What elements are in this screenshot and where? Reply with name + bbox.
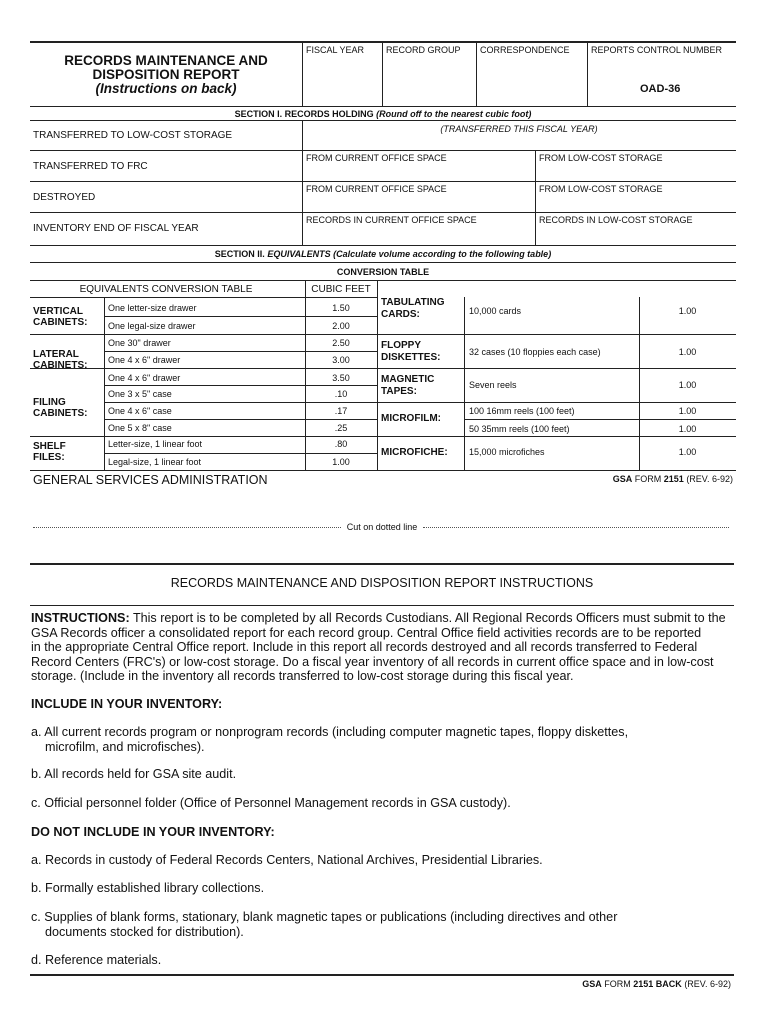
group-floppy-diskettes — [381, 340, 440, 364]
section2-title-prefix: SECTION II. — [214, 249, 265, 259]
form-title-line1: RECORDS MAINTENANCE AND — [64, 53, 268, 68]
correspondence-field[interactable]: CORRESPONDENCE — [480, 45, 570, 55]
include-item-b: b. All records held for GSA site audit. — [31, 767, 237, 781]
conversion-item: One 5 x 8" case — [108, 423, 172, 433]
exclude-c-line: c. Supplies of blank forms, stationary, blank magnetic tapes or publications (including directives and other — [31, 910, 618, 924]
row-transferred-low-cost: TRANSFERRED TO LOW-COST STORAGE — [33, 130, 233, 141]
section2-title-suffix: EQUIVALENTS (Calculate volume according to the following table) — [267, 249, 552, 259]
conversion-item: One legal-size drawer — [108, 321, 196, 331]
conversion-value: 1.00 — [678, 447, 697, 457]
intro-line: in the appropriate Central Office report. Include in this report all records destroyed and all records transferred to Federal — [31, 640, 698, 654]
conversion-item: Seven reels — [469, 380, 517, 390]
row-destroyed: DESTROYED — [33, 192, 96, 203]
instructions-intro — [31, 611, 741, 684]
conversion-value: 1.00 — [678, 406, 697, 416]
group-label: SHELF — [33, 441, 66, 452]
agency-name: GENERAL SERVICES ADMINISTRATION — [33, 473, 268, 487]
intro-text: This report is to be completed by all Records Custodians. All Regional Records Officers must submit to the — [132, 611, 726, 625]
group-microfilm: MICROFILM: — [381, 413, 441, 424]
form-word: FORM — [604, 979, 631, 989]
form-word: FORM — [634, 474, 662, 484]
conversion-item: One 4 x 6" drawer — [108, 373, 181, 383]
form-title-line3: (Instructions on back) — [95, 81, 237, 96]
dotted-line-left — [33, 527, 341, 528]
form-rev: (REV. 6-92) — [686, 474, 733, 484]
reports-control-label: REPORTS CONTROL NUMBER — [591, 45, 723, 55]
conversion-value: 1.00 — [332, 457, 350, 467]
conversion-item: 32 cases (10 floppies each case) — [469, 347, 601, 357]
exclude-heading: DO NOT INCLUDE IN YOUR INVENTORY: — [31, 825, 275, 839]
group-microfiche: MICROFICHE: — [381, 447, 448, 458]
reports-control-number: OAD-36 — [640, 83, 681, 95]
conversion-value: 1.50 — [332, 303, 350, 313]
group-vertical-cabinets — [33, 306, 87, 328]
group-label: MAGNETIC — [381, 374, 435, 385]
conversion-item: 100 16mm reels (100 feet) — [469, 406, 575, 416]
instructions-heading: RECORDS MAINTENANCE AND DISPOSITION REPORT INSTRUCTIONS — [170, 576, 594, 590]
form-number-back — [500, 979, 731, 989]
include-item-c: c. Official personnel folder (Office of Personnel Management records in GSA custody). — [31, 796, 511, 810]
group-label: TABULATING — [381, 297, 445, 308]
group-shelf-files — [33, 441, 66, 463]
conversion-item: 10,000 cards — [469, 306, 522, 316]
conversion-value: .80 — [334, 439, 348, 449]
conversion-value: 2.00 — [332, 321, 350, 331]
section1-title-suffix: (Round off to the nearest cubic foot) — [376, 109, 532, 119]
conversion-item: 15,000 microfiches — [469, 447, 545, 457]
form-title-line2: DISPOSITION REPORT — [92, 67, 240, 82]
conversion-item: One 30" drawer — [108, 338, 171, 348]
group-label: CABINETS: — [33, 408, 88, 419]
conversion-value: 1.00 — [678, 424, 697, 434]
group-label: FILING — [33, 397, 66, 408]
destroyed-from-current-field[interactable]: FROM CURRENT OFFICE SPACE — [306, 184, 447, 194]
conversion-value: 2.50 — [332, 338, 350, 348]
conversion-item: Letter-size, 1 linear foot — [108, 439, 203, 449]
include-a-line: microfilm, and microfisches). — [45, 739, 205, 754]
col-equivalents: EQUIVALENTS CONVERSION TABLE — [79, 284, 253, 295]
conversion-value: 1.00 — [678, 347, 697, 357]
conversion-value: 3.50 — [332, 373, 350, 383]
group-label: CABINETS: — [33, 317, 88, 328]
inventory-low-cost-field[interactable]: RECORDS IN LOW-COST STORAGE — [539, 215, 693, 225]
conversion-item: One 4 x 6" drawer — [108, 355, 181, 365]
form-number-front — [520, 474, 733, 484]
conversion-item: One 4 x 6" case — [108, 406, 172, 416]
conversion-value: .17 — [334, 406, 348, 416]
intro-label: INSTRUCTIONS: — [31, 611, 130, 625]
fiscal-year-field[interactable]: FISCAL YEAR — [306, 45, 365, 55]
exclude-item-c — [31, 910, 617, 939]
intro-line: storage. (Include in the inventory all records transferred to low-cost storage during this fiscal year. — [31, 669, 574, 683]
form-gsa: GSA — [582, 979, 602, 989]
group-label: CARDS: — [381, 309, 420, 320]
form-num: 2151 — [663, 474, 684, 484]
exclude-c-line: documents stocked for distribution). — [45, 924, 244, 939]
conversion-value: 1.00 — [678, 306, 697, 316]
intro-line — [31, 611, 741, 626]
intro-line: Record Centers (FRC's) or low-cost storage. Do a fiscal year inventory of all records in current office space and in low-cost — [31, 654, 714, 669]
intro-line: GSA Records officer a consolidated report for each record group. Central Office field activities records are to be reported — [31, 625, 702, 640]
conversion-item: One letter-size drawer — [108, 303, 197, 313]
form-rev: (REV. 6-92) — [684, 979, 731, 989]
group-label: TAPES: — [381, 386, 417, 397]
group-label: DISKETTES: — [381, 352, 441, 363]
include-item-a — [31, 725, 628, 754]
conversion-item: One 3 x 5" case — [108, 389, 172, 399]
section1-title-prefix: SECTION I. RECORDS HOLDING — [234, 109, 374, 119]
dotted-line-right — [423, 527, 729, 528]
exclude-item-a: a. Records in custody of Federal Records Centers, National Archives, Presidential Libraries. — [31, 853, 543, 867]
group-label: FLOPPY — [381, 340, 422, 351]
group-label: LATERAL — [33, 349, 79, 360]
cut-line-label: Cut on dotted line — [346, 522, 418, 532]
conversion-item: 50 35mm reels (100 feet) — [469, 424, 570, 434]
conversion-value: 3.00 — [332, 355, 350, 365]
row-transferred-frc: TRANSFERRED TO FRC — [33, 161, 148, 172]
conversion-value: .25 — [334, 423, 348, 433]
row-inventory-end: INVENTORY END OF FISCAL YEAR — [33, 223, 199, 234]
group-magnetic-tapes — [381, 374, 434, 398]
col-cubic-feet: CUBIC FEET — [311, 284, 371, 295]
section1-title — [30, 109, 736, 119]
inventory-current-field[interactable]: RECORDS IN CURRENT OFFICE SPACE — [306, 215, 477, 225]
group-tabulating-cards — [381, 297, 445, 321]
frc-from-low-cost-field[interactable]: FROM LOW-COST STORAGE — [539, 153, 663, 163]
destroyed-from-low-cost-field[interactable]: FROM LOW-COST STORAGE — [539, 184, 663, 194]
group-filing-cabinets — [33, 397, 87, 419]
conversion-value: .10 — [334, 389, 348, 399]
conversion-table-title: CONVERSION TABLE — [336, 267, 430, 277]
form-title — [30, 54, 302, 96]
exclude-item-d: d. Reference materials. — [31, 953, 162, 967]
group-lateral-cabinets — [33, 349, 87, 371]
frc-from-current-field[interactable]: FROM CURRENT OFFICE SPACE — [306, 153, 447, 163]
section2-title — [30, 249, 736, 259]
include-a-line: a. All current records program or nonprogram records (including computer magnetic tapes, floppy diskettes, — [31, 725, 629, 739]
conversion-value: 1.00 — [678, 380, 697, 390]
conversion-item: Legal-size, 1 linear foot — [108, 457, 202, 467]
record-group-field[interactable]: RECORD GROUP — [386, 45, 461, 55]
form-num: 2151 BACK — [633, 979, 682, 989]
include-heading: INCLUDE IN YOUR INVENTORY: — [31, 697, 223, 711]
transferred-this-year: (TRANSFERRED THIS FISCAL YEAR) — [440, 124, 598, 134]
group-label: FILES: — [33, 452, 65, 463]
group-label: CABINETS: — [33, 360, 88, 371]
form-gsa: GSA — [612, 474, 633, 484]
group-label: VERTICAL — [33, 306, 83, 317]
exclude-item-b: b. Formally established library collections. — [31, 881, 265, 895]
